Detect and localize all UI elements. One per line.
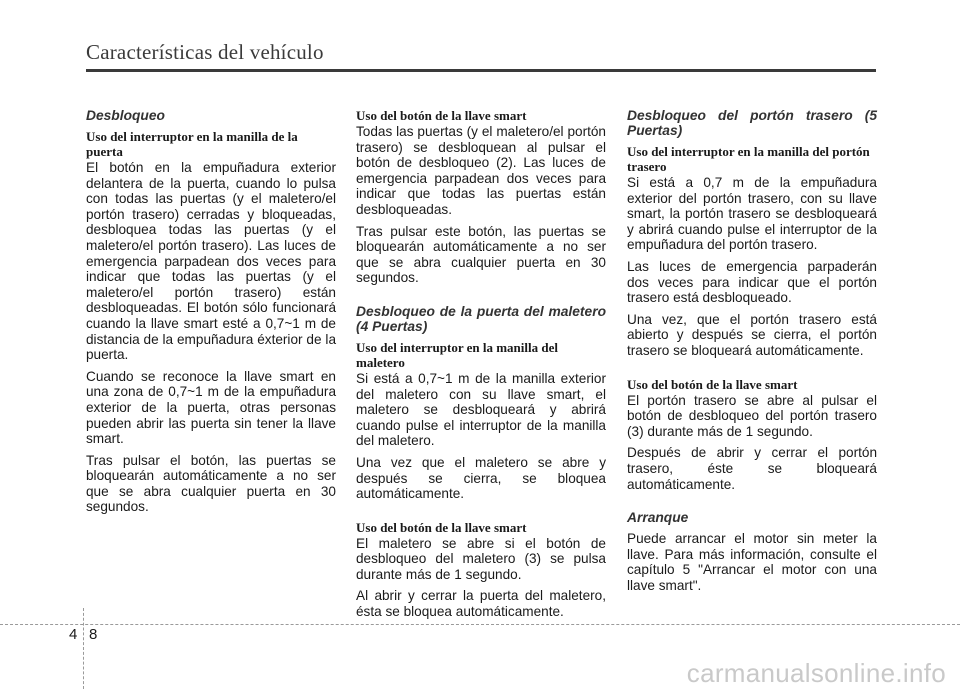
paragraph: Después de abrir y cerrar el portón trasero, éste se bloqueará automáticamente. [627, 445, 877, 492]
subheading-smart-key-button: Uso del botón de la llave smart [356, 108, 527, 123]
paragraph: Tras pulsar este botón, las puertas se bloquearán automáticamente a no ser que se abra cualquier puerta en 30 segundos. [356, 223, 606, 286]
paragraph: Si está a 0,7~1 m de la manilla exterior del maletero con su llave smart, el maletero se desbloqueará y abrirá cuando pulse el interruptor de la manilla del maletero. [356, 370, 606, 449]
watermark-text: carmanualsonline.info [686, 658, 946, 688]
paragraph: Una vez, que el portón trasero está abierto y después se cierra, el portón trasero se bloqueará automáticamente. [627, 311, 877, 358]
page-number: 8 [89, 626, 98, 643]
column-2 [356, 108, 606, 626]
subheading-tailgate-handle: Uso del interruptor en la manilla del portón trasero [627, 144, 870, 174]
section-heading-tailgate-unlock: Desbloqueo del portón trasero (5 Puertas) [627, 108, 877, 138]
paragraph: Puede arrancar el motor sin meter la llave. Para más información, consulte el capítulo 5 "Arrancar el motor con una llave smart". [627, 531, 877, 593]
column-3 [627, 108, 877, 599]
section-heading-start: Arranque [627, 510, 689, 526]
paragraph: Una vez que el maletero se abre y después se cierra, se bloquea automáticamente. [356, 454, 606, 502]
subheading-door-handle: Uso del interruptor en la manilla de la puerta [86, 129, 298, 159]
paragraph: Cuando se reconoce la llave smart en una zona de 0,7~1 m de la empuñadura exterior de la puerta, otras personas pueden abrir las puerta sin tener la llave smart. [86, 368, 336, 447]
paragraph: Si está a 0,7 m de la empuñadura exterior del portón trasero, con su llave smart, la portón trasero se desbloqueará y abrirá cuando pulse el interruptor de la empuñadura del portón trasero. [627, 175, 877, 253]
subheading-smart-key-button: Uso del botón de la llave smart [627, 376, 798, 392]
paragraph: El maletero se abre si el botón de desbloqueo del maletero (3) se pulsa durante más de 1 segundo. [356, 535, 606, 582]
paragraph: El portón trasero se abre al pulsar el botón de desbloqueo del portón trasero (3) durante más de 1 segundo. [627, 392, 877, 439]
section-heading-trunk-unlock: Desbloqueo de la puerta del maletero (4 Puertas) [356, 303, 606, 334]
paragraph: Las luces de emergencia parpaderán dos veces para indicar que el portón trasero está desbloqueado. [627, 258, 877, 306]
chapter-number: 4 [69, 626, 78, 643]
paragraph: Al abrir y cerrar la puerta del maletero, ésta se bloquea automáticamente. [356, 588, 606, 620]
page-header-title: Características del vehículo [86, 40, 324, 64]
section-heading-unlock: Desbloqueo [86, 108, 165, 123]
paragraph: El botón en la empuñadura exterior delantera de la puerta, cuando lo pulsa con todas las puertas (y el maletero/el portón trasero) cerradas y bloqueadas, desbloquea todas las puertas (y el maletero/el portón trasero). Las luces de emergencia parpadean dos veces para indicar que todas las puertas (y el maletero/el portón trasero) están desbloqueadas. El botón sólo funcionará cuando la llave smart esté a 0,7~1 m de distancia de la empuñadura éxterior de la puerta. [86, 160, 336, 363]
subheading-trunk-handle: Uso del interruptor en la manilla del maletero [356, 339, 558, 370]
paragraph: Todas las puertas (y el maletero/el portón trasero) se desbloquean al pulsar el botón de desbloqueo (2). Las luces de emergencia parpadean dos veces para indicar que todas las puertas están desbloqueadas. [356, 124, 606, 217]
paragraph: Tras pulsar el botón, las puertas se bloquearán automáticamente a no ser que se abra cualquier puerta en 30 segundos. [86, 452, 336, 515]
subheading-smart-key-button: Uso del botón de la llave smart [356, 519, 527, 535]
footer-rule [0, 624, 960, 625]
header-rule [86, 69, 876, 72]
column-1 [86, 108, 336, 521]
page-number-separator [83, 608, 84, 689]
